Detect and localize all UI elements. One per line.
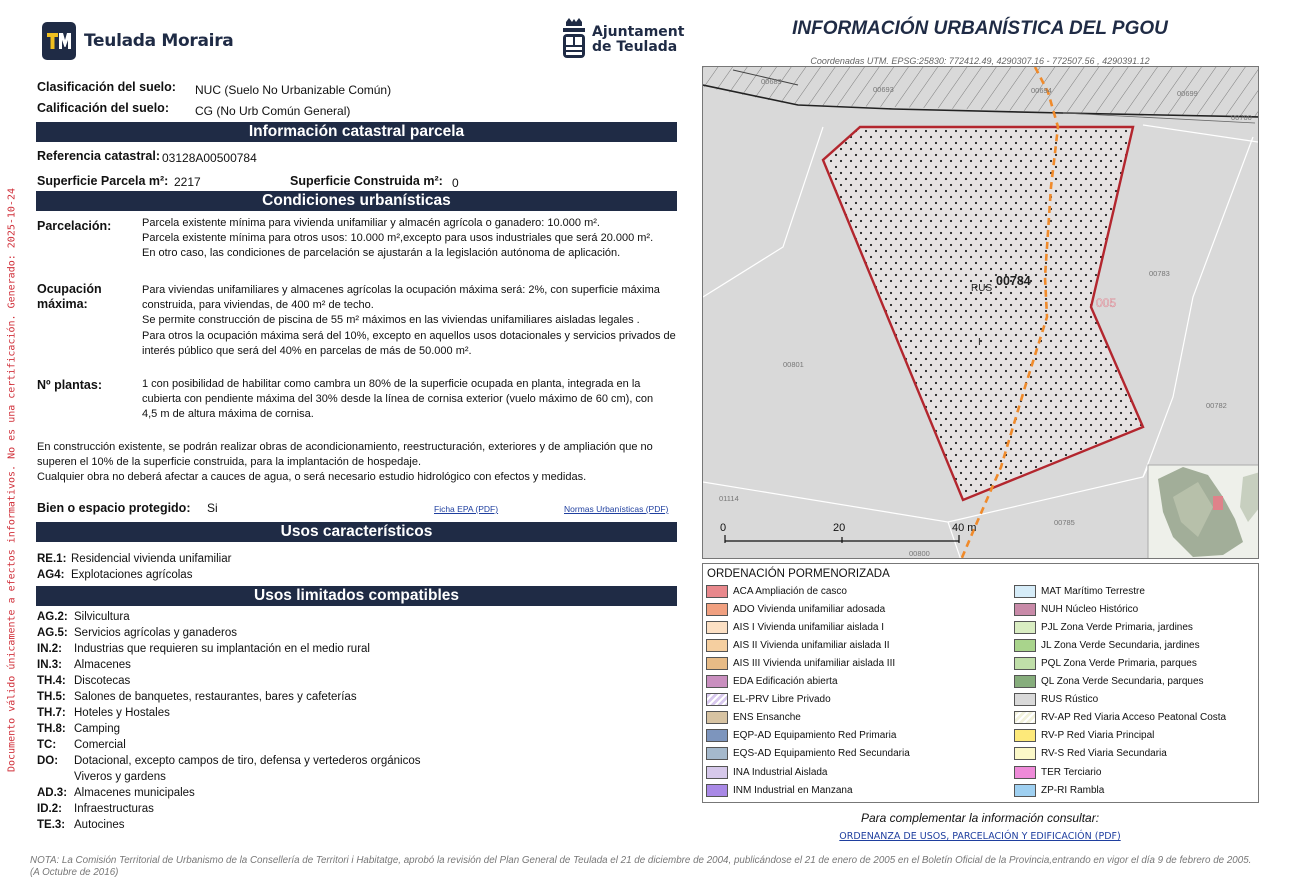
- parcel-map[interactable]: [702, 66, 1259, 559]
- ocupacion-line: Para viviendas unifamiliares y almacenes agrícolas la ocupación máxima será: 2%, con superficie máxima: [142, 284, 660, 296]
- legend-label: ENS Ensanche: [733, 712, 801, 724]
- legend-label: EDA Edificación abierta: [733, 676, 838, 687]
- legend-swatch: [706, 729, 728, 742]
- legend-header: ORDENACIÓN PORMENORIZADA: [707, 568, 890, 580]
- legend-swatch: [1014, 639, 1036, 652]
- use-text: Residencial vivienda unifamiliar: [71, 553, 232, 565]
- teulada-moraira-logo[interactable]: [42, 22, 233, 60]
- ocupacion-label-line1: Ocupación: [37, 282, 102, 296]
- construccion-existente-text: [37, 440, 687, 486]
- use-text: Salones de banquetes, restaurantes, bares y cafeterías: [74, 691, 357, 703]
- ref-catastral-label: Referencia catastral:: [37, 149, 160, 163]
- use-code: TH.4:: [37, 675, 66, 687]
- use-code: AD.3:: [37, 787, 68, 799]
- legend-label: NUH Núcleo Histórico: [1041, 603, 1139, 615]
- legend-label: ZP-RI Rambla: [1041, 784, 1105, 796]
- ocupacion-line: Se permite construcción de piscina de 55 m² máximos en las viviendas unifamiliares aisladas legales .: [142, 314, 640, 327]
- legend-item: [1014, 584, 1145, 598]
- plantas-text: [142, 377, 682, 423]
- legend-item: [1014, 765, 1101, 779]
- legend-swatch: [706, 621, 728, 634]
- list-item: [37, 801, 420, 817]
- use-code: AG.5:: [37, 627, 68, 639]
- legend-item: [706, 783, 853, 797]
- legend-label: EQS-AD Equipamiento Red Secundaria: [733, 748, 910, 760]
- legend-item: [706, 675, 838, 689]
- legend-item: [1014, 729, 1154, 743]
- legend-item: [1014, 675, 1204, 689]
- legend-swatch: [706, 657, 728, 670]
- logo-left-text: Teulada Moraira: [84, 31, 234, 51]
- ocupacion-label: [37, 282, 102, 312]
- legend-swatch: [706, 711, 728, 724]
- use-code: TE.3:: [37, 819, 66, 831]
- scale-label: 40 m: [952, 522, 977, 534]
- inset-overview-map: [1148, 465, 1259, 559]
- legend-swatch: [706, 675, 728, 688]
- legend-label: RUS Rústico: [1041, 694, 1099, 706]
- use-text: Explotaciones agrícolas: [71, 569, 193, 581]
- parcel-label: 00700: [1231, 113, 1252, 122]
- parcelacion-line: En otro caso, las condiciones de parcelación se ajustarán a la legislación autónoma de aplicación.: [142, 247, 621, 260]
- use-code: TH.7:: [37, 707, 66, 719]
- plantas-line: 1 con posibilidad de habilitar como cambra un 80% de la superficie ocupada en planta, integrada en la: [142, 378, 641, 390]
- parcelacion-line: Parcela existente mínima para vivienda unifamiliar y almacén agrícola o ganadero: 10.000 m².: [142, 217, 600, 229]
- use-text: Dotacional, excepto campos de tiro, defensa y vertederos orgánicos: [74, 755, 421, 767]
- legend-swatch: [1014, 621, 1036, 634]
- use-text: Autocines: [74, 819, 125, 831]
- use-code: TH.5:: [37, 691, 66, 703]
- legend-swatch: [706, 693, 728, 706]
- ajuntament-text: [592, 25, 684, 55]
- list-item: [37, 737, 420, 753]
- legend-label: TER Terciario: [1041, 766, 1102, 778]
- list-item: [37, 609, 420, 625]
- list-item: [37, 721, 420, 737]
- parcel-label: 00801: [783, 360, 804, 369]
- list-item: [37, 753, 420, 769]
- scale-label: 0: [720, 522, 727, 534]
- use-text: Industrias que requieren su implantación en el medio rural: [74, 643, 370, 655]
- legend-item: [706, 638, 890, 652]
- legend-swatch: [1014, 603, 1036, 616]
- legend-label: ADO Vivienda unifamiliar adosada: [733, 603, 886, 615]
- legend-swatch: [706, 784, 728, 797]
- side-disclaimer-text: Documento válido únicamente a efectos informativos. No es una certificación. Generado: 2025-10-24: [6, 188, 18, 772]
- parcel-label: 00699: [1177, 89, 1198, 98]
- use-text: Silvicultura: [74, 611, 130, 623]
- legend-item: [706, 602, 885, 616]
- parcel-label: 00782: [1206, 401, 1227, 410]
- parcel-label: 00689: [761, 77, 782, 86]
- extra-line: Cualquier obra no deberá afectar a cauces de agua, o será necesario estudio hidrológico con efectos y medidas.: [37, 471, 587, 484]
- ocupacion-line: interés público que será del 40% en parcelas de más de 50.000 m².: [142, 344, 472, 357]
- usos-limitados-list: [37, 609, 420, 833]
- use-text: Camping: [74, 723, 121, 735]
- list-item: [37, 689, 420, 705]
- legend: [702, 563, 1259, 803]
- list-item: [37, 657, 420, 673]
- legend-item: [1014, 656, 1197, 670]
- legend-item: [1014, 638, 1200, 652]
- ajuntament-crest-icon: [560, 18, 588, 62]
- tm-logo-icon: [42, 22, 76, 60]
- plantas-label: Nº plantas:: [37, 378, 102, 392]
- condiciones-header: Condiciones urbanísticas: [36, 191, 677, 211]
- legend-label: ACA Ampliación de casco: [733, 585, 847, 597]
- footer-note: NOTA: La Comisión Territorial de Urbanismo de la Consellería de Territori i Habitatge, aprobó la revisión del Plan General de Teulada el 21 de diciembre de 2004, publicándose el 21 de enero de 2005 en el Boletín Oficial de la Provincia,entrando en vigor el día 9 de febrero de 2005. (A Octubre de 2016): [30, 855, 1252, 878]
- legend-label: PQL Zona Verde Primaria, parques: [1041, 657, 1197, 669]
- main-parcel-label: 00784: [996, 274, 1031, 288]
- legend-item: [706, 656, 895, 670]
- consult-text: Para complementar la información consultar:: [860, 811, 1100, 825]
- parcelacion-label: Parcelación:: [37, 219, 112, 233]
- legend-item: [1014, 783, 1104, 797]
- legend-label: PJL Zona Verde Primaria, jardines: [1041, 621, 1193, 633]
- legend-item: [1014, 711, 1226, 725]
- legend-item: [706, 729, 896, 743]
- ficha-epa-link[interactable]: Ficha EPA (PDF): [434, 504, 499, 514]
- zone-label: RUS: [971, 283, 993, 294]
- legend-label: JL Zona Verde Secundaria, jardines: [1041, 639, 1200, 651]
- use-code: IN.2:: [37, 643, 62, 655]
- usos-caracteristicos-list: [37, 551, 231, 583]
- legend-item: [706, 584, 847, 598]
- legend-label: RV-S Red Viaria Secundaria: [1041, 748, 1167, 760]
- protegido-label: Bien o espacio protegido:: [37, 501, 191, 515]
- use-text: Almacenes municipales: [74, 787, 195, 799]
- legend-item: [1014, 620, 1193, 634]
- legend-label: AIS III Vivienda unifamiliar aislada III: [733, 657, 896, 669]
- use-text: Servicios agrícolas y ganaderos: [74, 627, 237, 639]
- side-disclaimer: [2, 188, 22, 772]
- legend-label: MAT Marítimo Terrestre: [1041, 585, 1145, 597]
- parcel-label: 01114: [719, 494, 739, 503]
- page-title: INFORMACIÓN URBANÍSTICA DEL PGOU: [792, 18, 1168, 39]
- scale-label: 20: [833, 522, 846, 534]
- list-item: [37, 785, 420, 801]
- superficie-construida-value: 0: [452, 176, 459, 190]
- legend-swatch: [706, 585, 728, 598]
- normas-urbanisticas-link[interactable]: Normas Urbanísticas (PDF): [564, 504, 669, 514]
- superficie-parcela-label: Superficie Parcela m²:: [37, 174, 169, 188]
- calificacion-value: CG (No Urb Común General): [195, 104, 351, 118]
- utm-coordinates: Coordenadas UTM. EPSG:25830: 772412.49, 4290307.16 - 772507.56 , 4290391.12: [810, 56, 1150, 66]
- use-code: RE.1:: [37, 553, 67, 565]
- legend-item: [706, 747, 910, 761]
- usos-limitados-header: Usos limitados compatibles: [36, 586, 677, 606]
- list-item: [37, 625, 420, 641]
- use-code: TC:: [37, 739, 57, 751]
- map-canvas[interactable]: [703, 67, 1259, 559]
- legend-item: [706, 693, 831, 707]
- ocupacion-label-line2: máxima:: [37, 297, 88, 311]
- legend-label: RV-P Red Viaria Principal: [1041, 730, 1155, 742]
- legend-label: EQP-AD Equipamiento Red Primaria: [733, 730, 897, 742]
- use-code: ID.2:: [37, 803, 62, 815]
- catastral-header: Información catastral parcela: [36, 122, 677, 142]
- zone-sub-label: I: [978, 337, 981, 348]
- legend-swatch: [1014, 729, 1036, 742]
- superficie-construida-label: Superficie Construida m²:: [290, 174, 443, 188]
- parcel-label: 00800: [909, 549, 930, 558]
- clasificacion-value: NUC (Suelo No Urbanizable Común): [195, 83, 392, 97]
- legend-item: [706, 711, 801, 725]
- list-item: [37, 641, 420, 657]
- ref-catastral-value: 03128A00500784: [162, 151, 257, 165]
- use-code: AG4:: [37, 569, 65, 581]
- plantas-line: 4,5 m de altura máxima de cornisa.: [142, 408, 314, 421]
- legend-label: AIS II Vivienda unifamiliar aislada II: [733, 639, 890, 651]
- use-code: DO:: [37, 755, 59, 767]
- list-item: [37, 551, 231, 567]
- legend-swatch: [706, 747, 728, 760]
- legend-item: [706, 620, 884, 634]
- usos-caracteristicos-header: Usos característicos: [36, 522, 677, 542]
- legend-swatch: [706, 603, 728, 616]
- use-code: AG.2:: [37, 611, 68, 623]
- legend-label: QL Zona Verde Secundaria, parques: [1041, 676, 1204, 687]
- list-item: [37, 673, 420, 689]
- list-item: [37, 567, 231, 583]
- protegido-value: Si: [207, 501, 218, 515]
- ocupacion-line: construida, para viviendas, de 400 m² de techo.: [142, 299, 374, 312]
- parcelacion-line: Parcela existente mínima para otros usos: 10.000 m²,excepto para usos industriales que será 20.000 m².: [142, 232, 654, 245]
- parcel-label: 00693: [873, 85, 894, 94]
- legend-label: INM Industrial en Manzana: [733, 784, 853, 796]
- legend-item: [1014, 693, 1098, 707]
- use-text: Almacenes: [74, 659, 131, 671]
- use-text: Hoteles y Hostales: [74, 707, 170, 719]
- list-item: [37, 817, 420, 833]
- legend-label: EL-PRV Libre Privado: [733, 694, 831, 706]
- calificacion-label: Calificación del suelo:: [37, 101, 169, 115]
- extra-line: superen el 10% de la superficie construida, para la implantación de hospedaje.: [37, 456, 422, 469]
- ordenanza-link[interactable]: ORDENANZA DE USOS, PARCELACIÓN Y EDIFICACIÓN (PDF): [839, 831, 1121, 842]
- parcel-label: 00694: [1031, 86, 1052, 95]
- parcelacion-text: [142, 216, 677, 262]
- clasificacion-label: Clasificación del suelo:: [37, 80, 176, 94]
- legend-swatch: [1014, 747, 1036, 760]
- use-code: TH.8:: [37, 723, 66, 735]
- legend-item: [1014, 602, 1138, 616]
- legend-swatch: [1014, 766, 1036, 779]
- legend-swatch: [1014, 585, 1036, 598]
- list-item: [37, 769, 420, 785]
- legend-swatch: [1014, 693, 1036, 706]
- use-code: IN.3:: [37, 659, 62, 671]
- use-text: Discotecas: [74, 675, 131, 687]
- legend-item: [1014, 747, 1167, 761]
- ocupacion-text: [142, 283, 677, 359]
- legend-swatch: [1014, 784, 1036, 797]
- superficie-parcela-value: 2217: [174, 175, 201, 189]
- legend-item: [706, 765, 828, 779]
- parcel-label: 00785: [1054, 518, 1075, 527]
- use-text: Infraestructuras: [74, 803, 154, 815]
- use-text: Comercial: [74, 739, 126, 751]
- parcel-label: 00783: [1149, 269, 1170, 278]
- edge-label: 005: [1096, 296, 1117, 310]
- legend-label: RV-AP Red Viaria Acceso Peatonal Costa: [1041, 712, 1227, 724]
- legend-swatch: [706, 766, 728, 779]
- ocupacion-line: Para otros la ocupación máxima será del 10%, excepto en aquellos usos dotacionales y servicios privados de: [142, 329, 676, 342]
- extra-line: En construcción existente, se podrán realizar obras de acondicionamiento, reestructuración, exteriores y de ampliación que no: [37, 441, 653, 453]
- use-text: Viveros y gardens: [74, 771, 166, 783]
- legend-swatch: [706, 639, 728, 652]
- ajuntament-logo[interactable]: [560, 18, 684, 62]
- legend-swatch: [1014, 675, 1036, 688]
- plantas-line: cubierta con pendiente máxima del 30% desde la línea de cornisa exterior (vuelo máximo de 60 cm), con: [142, 393, 654, 406]
- ajuntament-line1: Ajuntament: [592, 24, 685, 40]
- ajuntament-line2: de Teulada: [592, 39, 678, 55]
- legend-swatch: [1014, 657, 1036, 670]
- legend-label: INA Industrial Aislada: [733, 766, 828, 778]
- legend-label: AIS I Vivienda unifamiliar aislada I: [733, 621, 885, 633]
- list-item: [37, 705, 420, 721]
- legend-swatch: [1014, 711, 1036, 724]
